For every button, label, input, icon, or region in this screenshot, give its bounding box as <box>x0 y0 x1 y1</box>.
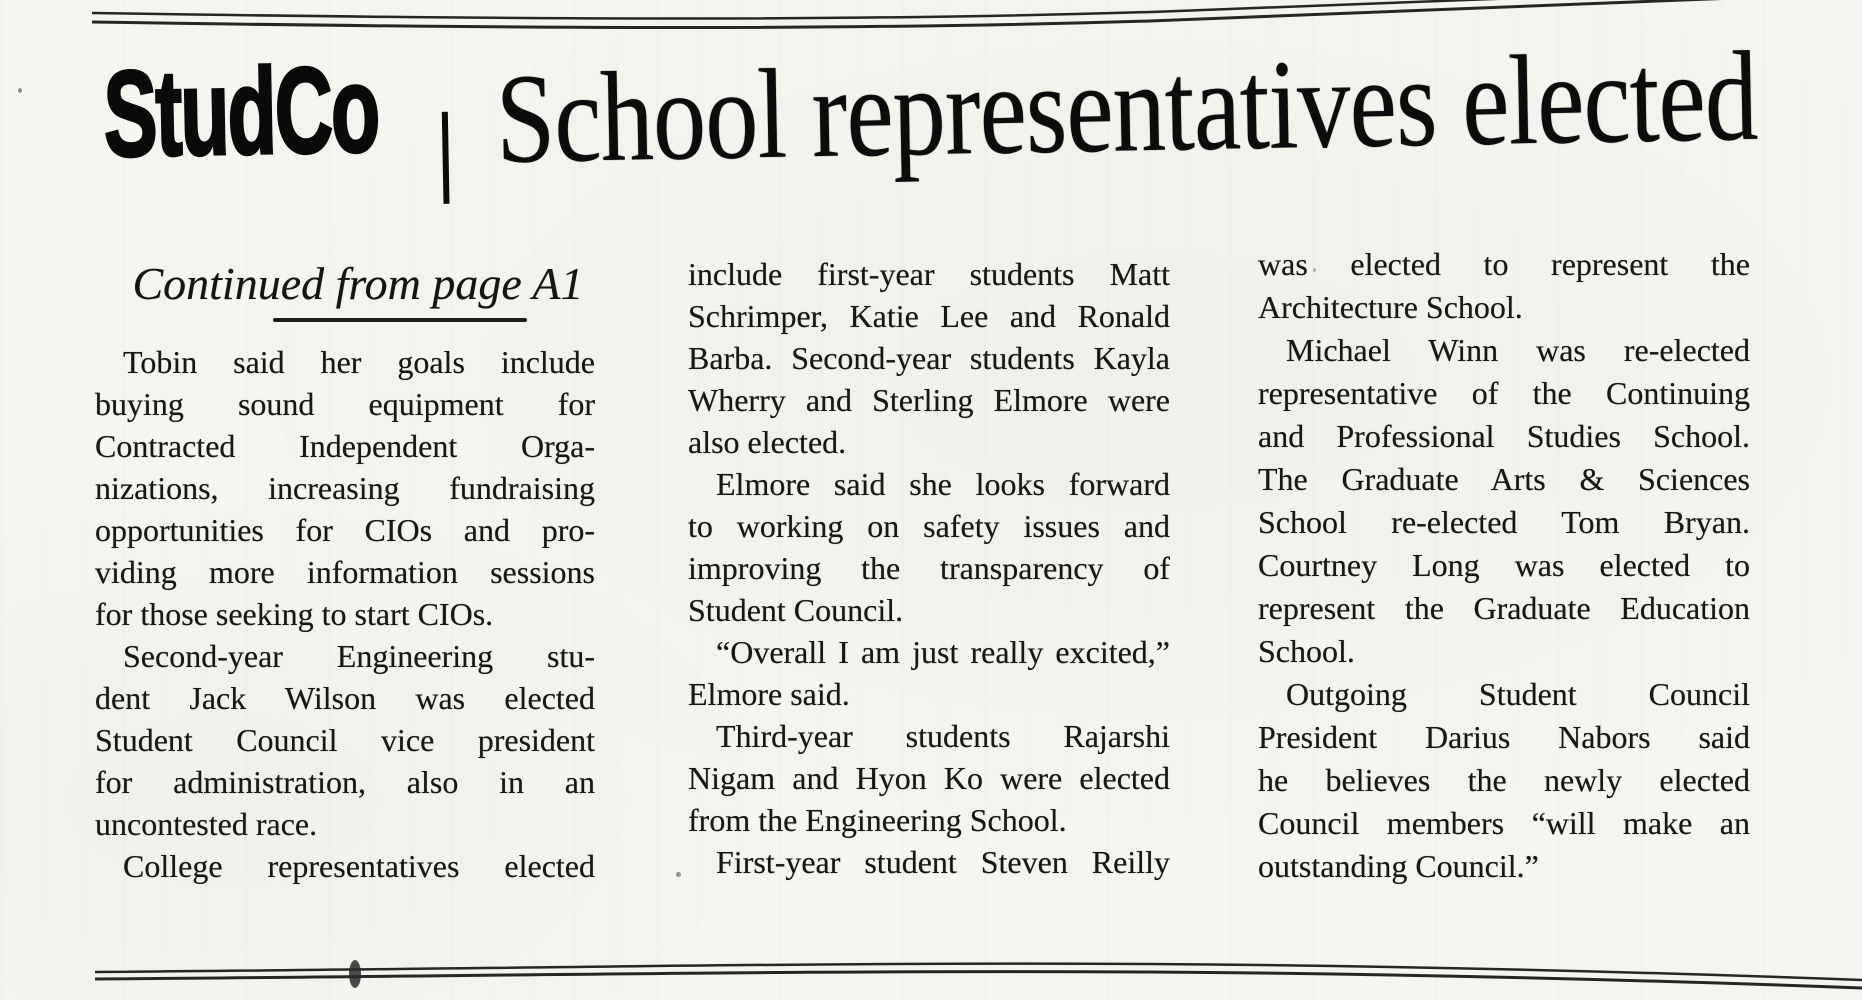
text-line: Architecture School. <box>1258 289 1523 325</box>
ink-blob <box>349 960 361 988</box>
text-line: uncontested race. <box>95 806 318 842</box>
text-line: buying sound equipment for <box>95 386 595 422</box>
text-line: School re-elected Tom Bryan. <box>1258 504 1750 540</box>
text-line: The Graduate Arts & Sciences <box>1258 461 1750 497</box>
article-column-3 <box>1258 243 1750 888</box>
text-line: Tobin said her goals include <box>123 344 595 380</box>
bottom-border-rule <box>0 948 1862 1000</box>
text-line: represent the Graduate Education <box>1258 590 1750 626</box>
text-line: Nigam and Hyon Ko were elected <box>688 760 1170 796</box>
text-line: Wherry and Sterling Elmore were <box>688 382 1170 418</box>
text-line: dent Jack Wilson was elected <box>95 680 595 716</box>
text-line: Michael Winn was re-elected <box>1286 332 1750 368</box>
text-line: Third-year students Rajarshi <box>716 718 1170 754</box>
text-line: for administration, also in an <box>95 764 595 800</box>
text-line: “Overall I am just really excited,” <box>716 634 1170 670</box>
continued-from-text: Continued from page A1 <box>132 258 584 309</box>
text-line: Student Council vice president <box>95 722 595 758</box>
headline-divider-rule <box>442 112 450 204</box>
text-line: Outgoing Student Council <box>1286 676 1750 712</box>
text-line: and Professional Studies School. <box>1258 418 1750 454</box>
text-line: viding more information sessions <box>95 554 595 590</box>
text-line: Student Council. <box>688 592 904 628</box>
text-line: Barba. Second-year students Kayla <box>688 340 1170 376</box>
text-line: outstanding Council.” <box>1258 848 1539 884</box>
text-line: Council members “will make an <box>1258 805 1750 841</box>
text-line: First-year student Steven Reilly <box>716 844 1170 880</box>
article-column-1 <box>95 341 595 887</box>
text-line: also elected. <box>688 424 847 460</box>
text-line: nizations, increasing fundraising <box>95 470 595 506</box>
text-line: Second-year Engineering stu- <box>123 638 595 674</box>
text-line: Contracted Independent Orga- <box>95 428 595 464</box>
text-line: representative of the Continuing <box>1258 375 1750 411</box>
text-line: to working on safety issues and <box>688 508 1170 544</box>
continued-from-underline <box>273 318 527 322</box>
text-line: Schrimper, Katie Lee and Ronald <box>688 298 1170 334</box>
text-line: Elmore said. <box>688 676 850 712</box>
article-column-2 <box>688 253 1170 883</box>
text-line: for those seeking to start CIOs. <box>95 596 494 632</box>
scan-speck <box>1313 268 1316 272</box>
text-line: Elmore said she looks forward <box>716 466 1170 502</box>
text-line: Courtney Long was elected to <box>1258 547 1750 583</box>
headline-text: School representatives elected <box>494 24 1759 190</box>
text-line: College representatives elected <box>123 848 595 884</box>
scan-speck <box>18 88 22 93</box>
masthead-section-label: StudCo <box>102 41 380 183</box>
text-line: opportunities for CIOs and pro- <box>95 512 595 548</box>
text-line: he believes the newly elected <box>1258 762 1750 798</box>
text-line: was elected to represent the <box>1258 246 1750 282</box>
text-line: President Darius Nabors said <box>1258 719 1750 755</box>
text-line: School. <box>1258 633 1355 669</box>
scan-speck <box>676 872 681 877</box>
text-line: improving the transparency of <box>688 550 1170 586</box>
article-headline <box>0 0 1862 242</box>
text-line: include first-year students Matt <box>688 256 1170 292</box>
continued-from-note <box>95 258 595 322</box>
text-line: from the Engineering School. <box>688 802 1067 838</box>
